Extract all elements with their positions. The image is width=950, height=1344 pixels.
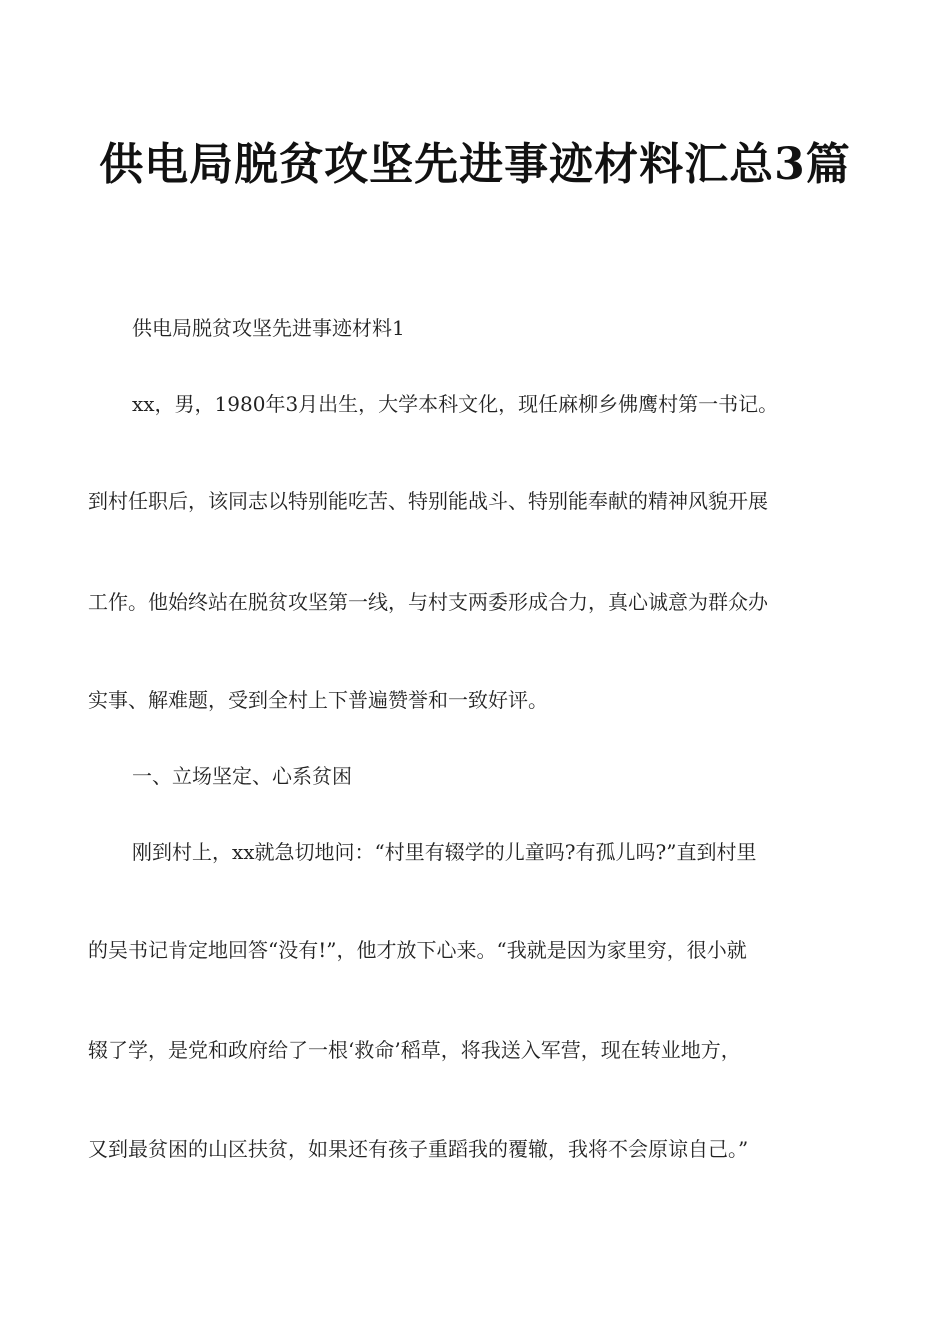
paragraph-line: 工作。他始终站在脱贫攻坚第一线，与村支两委形成合力，真心诚意为群众办 xyxy=(88,590,768,614)
paragraph-line: xx，男，1980年3月出生，大学本科文化，现任麻柳乡佛鹰村第一书记。 xyxy=(132,392,779,416)
document-title: 供电局脱贫攻坚先进事迹材料汇总3篇 xyxy=(99,139,851,190)
paragraph-line: 到村任职后，该同志以特别能吃苦、特别能战斗、特别能奉献的精神风貌开展 xyxy=(88,489,768,513)
section-heading-one: 一、立场坚定、心系贫困 xyxy=(132,764,352,788)
section-heading-material-1: 供电局脱贫攻坚先进事迹材料1 xyxy=(132,316,405,340)
paragraph-line: 刚到村上，xx就急切地问：“村里有辍学的儿童吗?有孤儿吗?”直到村里 xyxy=(132,840,757,864)
paragraph-line: 辍了学，是党和政府给了一根‘救命’稻草，将我送入军营，现在转业地方， xyxy=(88,1038,741,1062)
paragraph-line: 又到最贫困的山区扶贫，如果还有孩子重蹈我的覆辙，我将不会原谅自己。” xyxy=(88,1137,749,1161)
paragraph-line: 实事、解难题，受到全村上下普遍赞誉和一致好评。 xyxy=(88,688,548,712)
paragraph-line: 的吴书记肯定地回答“没有!”，他才放下心来。“我就是因为家里穷，很小就 xyxy=(88,938,747,962)
